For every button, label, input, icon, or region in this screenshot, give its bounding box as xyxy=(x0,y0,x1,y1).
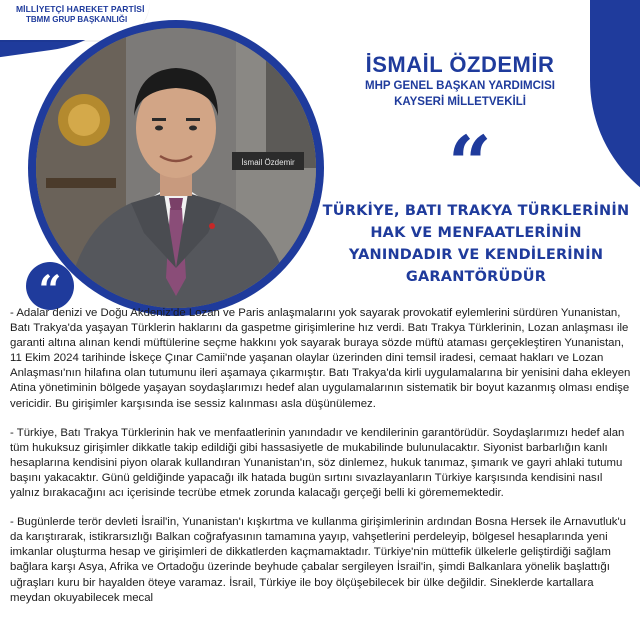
quote-mark-icon: “ xyxy=(448,119,492,208)
nameplate-text: İsmail Özdemir xyxy=(241,158,295,167)
paragraph: - Türkiye, Batı Trakya Türklerinin hak ve menfaatlerinin yanındadır ve kendilerinin garantörüdür. Soydaşlarımızı hedef alan tüm hukuksuz girişimler dikkatle takip edildiği gibi hassasiyetle de mukabilinde bulunulacaktır. Siyonist barbarlığın kanlı hesaplarına kendisini piyon olarak kullandıran Yunanistan'ın, söz dinlemez, hukuk tanımaz, şımarık ve gayri ahlaki tutumu başını yakacaktır. Günü geldiğinde yapacağı ilk hatada bugün sırtını sıvazlayanların Türkiye karşısında kendisini nasıl yalnız bırakacağını acı içerisinde tecrübe etmek zorunda kalacağı gerçeği belli ki görememektedir. xyxy=(10,426,625,500)
headline-line: TÜRKİYE, BATI TRAKYA TÜRKLERİNİN xyxy=(322,203,630,219)
party-name: MİLLİYETÇİ HAREKET PARTİSİ xyxy=(16,4,145,14)
headline-line: GARANTÖRÜDÜR xyxy=(405,269,547,285)
decorative-band xyxy=(590,0,640,220)
headline-line: HAK VE MENFAATLERİNİN xyxy=(370,225,582,241)
paragraph: - Bugünlerde terör devleti İsrail'in, Yunanistan'ı kışkırtma ve kullanma girişimlerinin ardından Bosna Hersek ile Arnavutluk'u da karıştırarak, istikrarsızlığı Balkan coğrafyasının tamamına yayıp, vahşetlerini perdeleyip, bölgesel hesaplarında yeni imkanlar oluşturma hesap ve girişimleri de dikkatlerden kaçmamaktadır. Türkiye'nin müttefik ülkelerle geliştirdiği sağlam bağlara karşı Asya, Afrika ve Ortadoğu üzerinde beyhude çabalar sergileyen İsrail'in, şimdi Balkanlara yönelik başlattığı uğraşları kuru bir hayalden öteye varamaz. İsrail, Türkiye ile boy ölçüşebilecek bir ülke değildir. Sineklerde kartallara meydan okuyabilecek mecal xyxy=(10,516,627,604)
headline-line: YANINDADIR VE KENDİLERİNİN xyxy=(348,247,604,263)
quote-badge-icon: “ xyxy=(26,262,74,310)
person-region: KAYSERİ MİLLETVEKİLİ xyxy=(394,96,526,108)
portrait-photo xyxy=(36,28,316,308)
person-name: İSMAİL ÖZDEMİR xyxy=(365,52,555,77)
headline xyxy=(318,200,634,288)
party-subtitle: TBMM GRUP BAŞKANLIĞI xyxy=(26,15,128,24)
portrait-illustration xyxy=(36,28,316,308)
paragraph: - Adalar denizi ve Doğu Akdeniz'de Lozan ve Paris anlaşmalarını yok sayarak provokatif eylemlerini sürdüren Yunanistan, Batı Trakya'da yaşayan Türklerin haklarını da gaspetme girişimlerine hız verdi. Batı Trakya Türklerinin, Lozan anlaşması ile garanti altına alınan kendi müftülerine seçme hakkını yok sayarak buraya sözde müftü ataması gerçekleştiren Yunanistan, 11 Ekim 2024 tarihinde İskeçe Çınar Camii'nde yaşanan olaylar üzerinden dini temsil iradesi, cemaat hakları ve Lozan Anlaşması'nın hilafına olan tutumunu ileri aşamaya çıkarmıştır. Batı Trakya'da kirli uygulamalarına bir yenisini daha ekleyen Atina yönetiminin bölgede yaşayan soydaşlarımızı hedef alan uygulamalarının sistematik bir boyut kazanmış olması endişe vericidir. Bu girişimler karşısında ise sessiz kalınması asla düşünülemez. xyxy=(10,307,631,410)
statement-body xyxy=(10,306,634,620)
person-role: MHP GENEL BAŞKAN YARDIMCISI xyxy=(365,80,555,92)
